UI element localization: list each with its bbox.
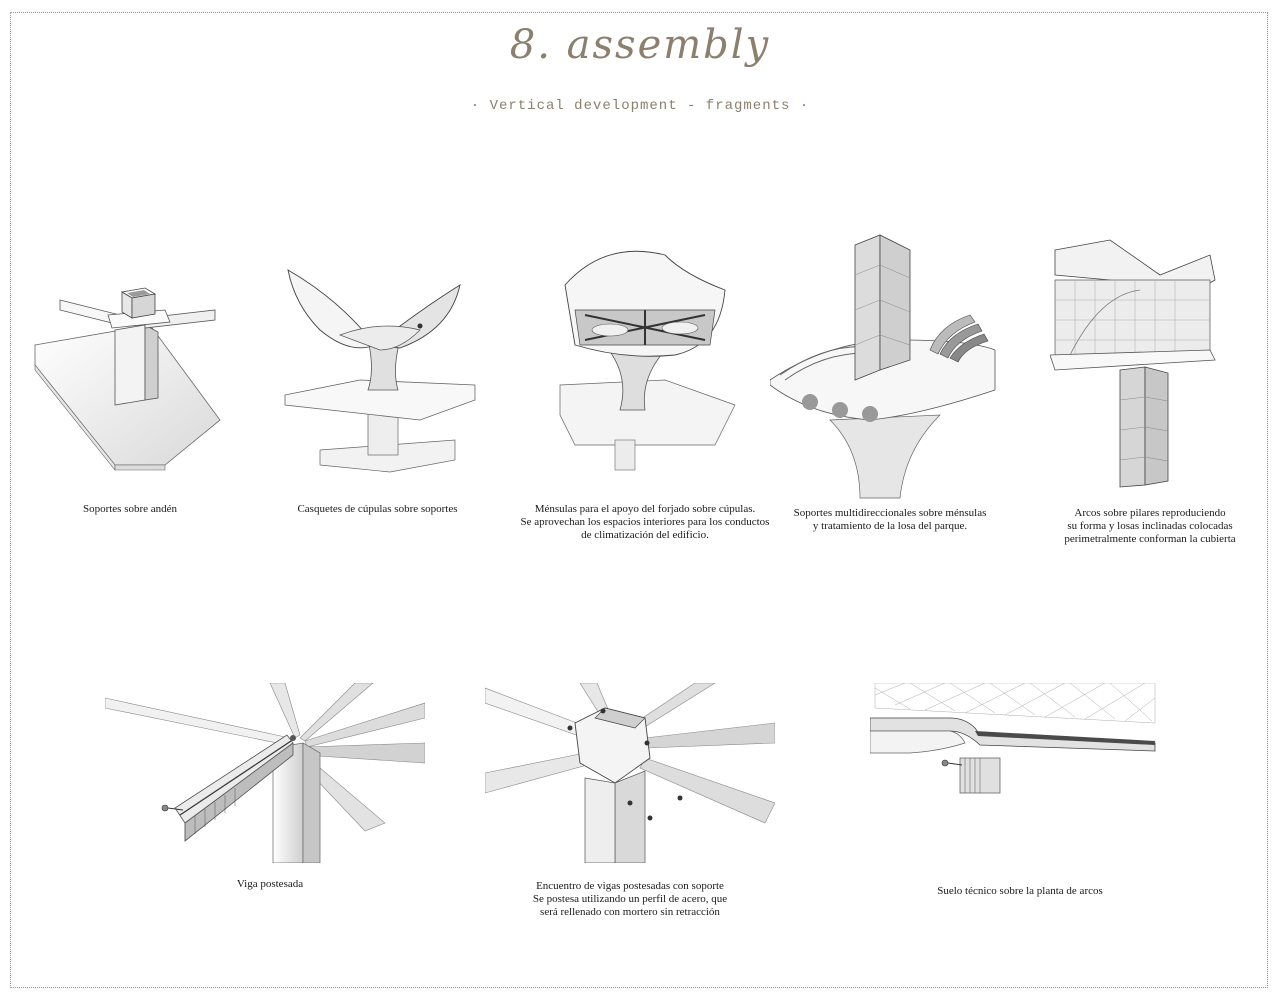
encuentro-vigas-drawing: [485, 683, 775, 863]
fragment-viga-postesada: [105, 683, 425, 863]
caption-arcos-pilares: Arcos sobre pilares reproduciendo su forma y losas inclinadas colocadas perimetralmente conforman la cubierta: [1064, 507, 1236, 545]
fragment-casquetes-cupulas: [280, 260, 480, 475]
soportes-anden-drawing: [30, 280, 230, 480]
fragment-soportes-multidireccionales: [770, 230, 1000, 500]
mensulas-drawing: [545, 245, 745, 475]
sheet-subtitle: · Vertical development - fragments ·: [470, 98, 810, 114]
caption-mensulas: Ménsulas para el apoyo del forjado sobre cúpulas. Se aprovechan los espacios interiores para los conductos de climatización del edificio.: [520, 503, 770, 541]
suelo-tecnico-drawing: [870, 683, 1160, 798]
caption-encuentro-vigas: Encuentro de vigas postesadas con soporte Se postesa utilizando un perfil de acero, que será rellenado con mortero sin retracción: [532, 880, 728, 918]
caption-soportes-anden: Soportes sobre andén: [82, 503, 178, 515]
viga-postesada-drawing: [105, 683, 425, 863]
caption-soportes-multidireccionales: Soportes multidireccionales sobre ménsulas y tratamiento de la losa del parque.: [793, 507, 987, 532]
fragment-encuentro-vigas: [485, 683, 775, 863]
caption-casquetes-cupulas: Casquetes de cúpulas sobre soportes: [297, 503, 458, 515]
casquetes-cupulas-drawing: [280, 260, 480, 475]
caption-viga-postesada: Viga postesada: [236, 878, 304, 890]
arcos-pilares-drawing: [1050, 235, 1220, 490]
fragment-suelo-tecnico: [870, 683, 1160, 798]
fragment-arcos-pilares: [1050, 235, 1220, 490]
caption-suelo-tecnico: Suelo técnico sobre la planta de arcos: [937, 885, 1103, 897]
soportes-multidireccionales-drawing: [770, 230, 1000, 500]
fragment-soportes-anden: [30, 280, 230, 480]
sheet-title: 8. assembly: [509, 22, 771, 68]
fragment-mensulas: [545, 245, 745, 475]
